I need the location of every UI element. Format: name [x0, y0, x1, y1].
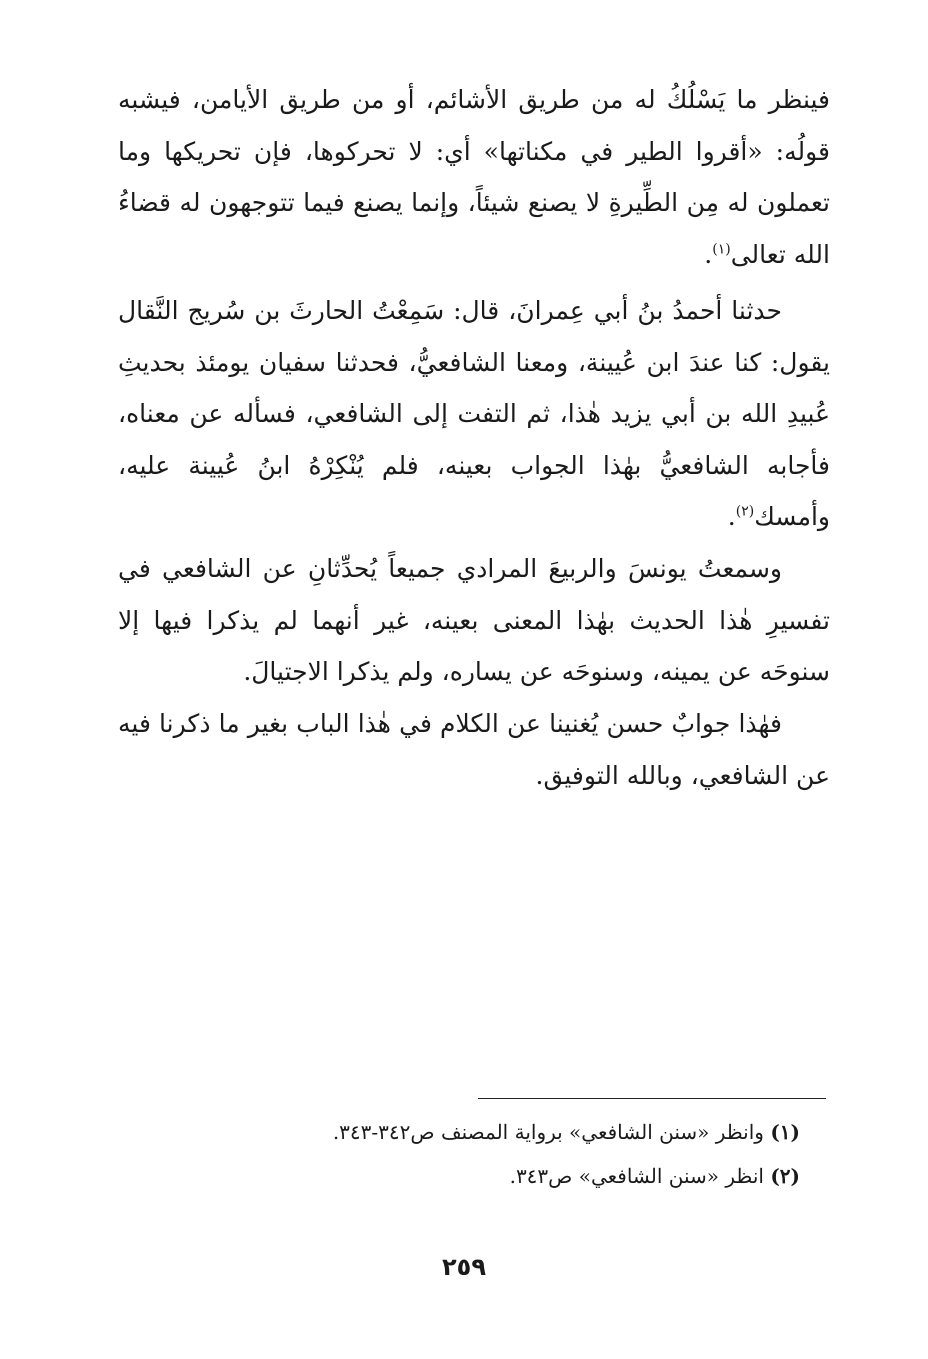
paragraph-1	[118, 74, 830, 280]
footnote-divider	[478, 1098, 826, 1099]
paragraph-1-text: فينظر ما يَسْلُكُ له من طريق الأشائم، أو من طريق الأيامن، فيشبه قولُه: «أقروا الطير في مكناتها» أي: لا تحركوها، فإن تحريكها وما تعملون له مِن الطِّيرةِ لا يصنع شيئاً، وإنما يصنع فيما تتوجهون له قضاءُ الله تعالى	[118, 85, 830, 269]
paragraph-3-text: وسمعتُ يونسَ والربيعَ المرادي جميعاً يُحدِّثانِ عن الشافعي في تفسيرِ هٰذا الحديث بهٰذا المعنى بعينه، غير أنهما لم يذكرا فيها إلا سنوحَه عن يمينه، وسنوحَه عن يساره، ولم يذكرا الاجتيالَ.	[118, 554, 830, 686]
footnote-2	[200, 1154, 800, 1198]
paragraph-2	[118, 285, 830, 543]
footnote-2-text: انظر «سنن الشافعي» ص٣٤٣.	[509, 1164, 764, 1188]
paragraph-1-end: .	[704, 239, 713, 269]
footnote-1-number: (١)	[770, 1120, 800, 1144]
footnote-ref-2[interactable]: (٢)	[735, 503, 755, 520]
footnote-ref-1[interactable]: (١)	[712, 241, 731, 258]
paragraph-4	[118, 698, 830, 801]
paragraph-4-text: فهٰذا جوابٌ حسن يُغنينا عن الكلام في هٰذا الباب بغير ما ذكرنا فيه عن الشافعي، وبالله التوفيق.	[118, 709, 830, 790]
page-number: ٢٥٩	[442, 1253, 486, 1281]
paragraph-3	[118, 543, 830, 698]
footnote-1	[200, 1110, 800, 1154]
paragraph-2-text: حدثنا أحمدُ بنُ أبي عِمرانَ، قال: سَمِعْتُ الحارثَ بن سُريج النَّقال يقول: كنا عندَ ابن عُيينة، ومعنا الشافعيُّ، فحدثنا سفيان يومئذ بحديثِ عُبيدِ الله بن أبي يزيد هٰذا، ثم التفت إلى الشافعي، فسأله عن معناه، فأجابه الشافعيُّ بهٰذا الجواب بعينه، فلم يُنْكِرْهُ ابنُ عُيينة عليه، وأمسك	[118, 296, 830, 531]
footnote-2-number: (٢)	[770, 1164, 800, 1188]
footnote-1-text: وانظر «سنن الشافعي» برواية المصنف ص٣٤٢-٣٤٣.	[332, 1120, 764, 1144]
footnotes	[200, 1110, 800, 1198]
paragraph-2-end: .	[727, 502, 736, 531]
